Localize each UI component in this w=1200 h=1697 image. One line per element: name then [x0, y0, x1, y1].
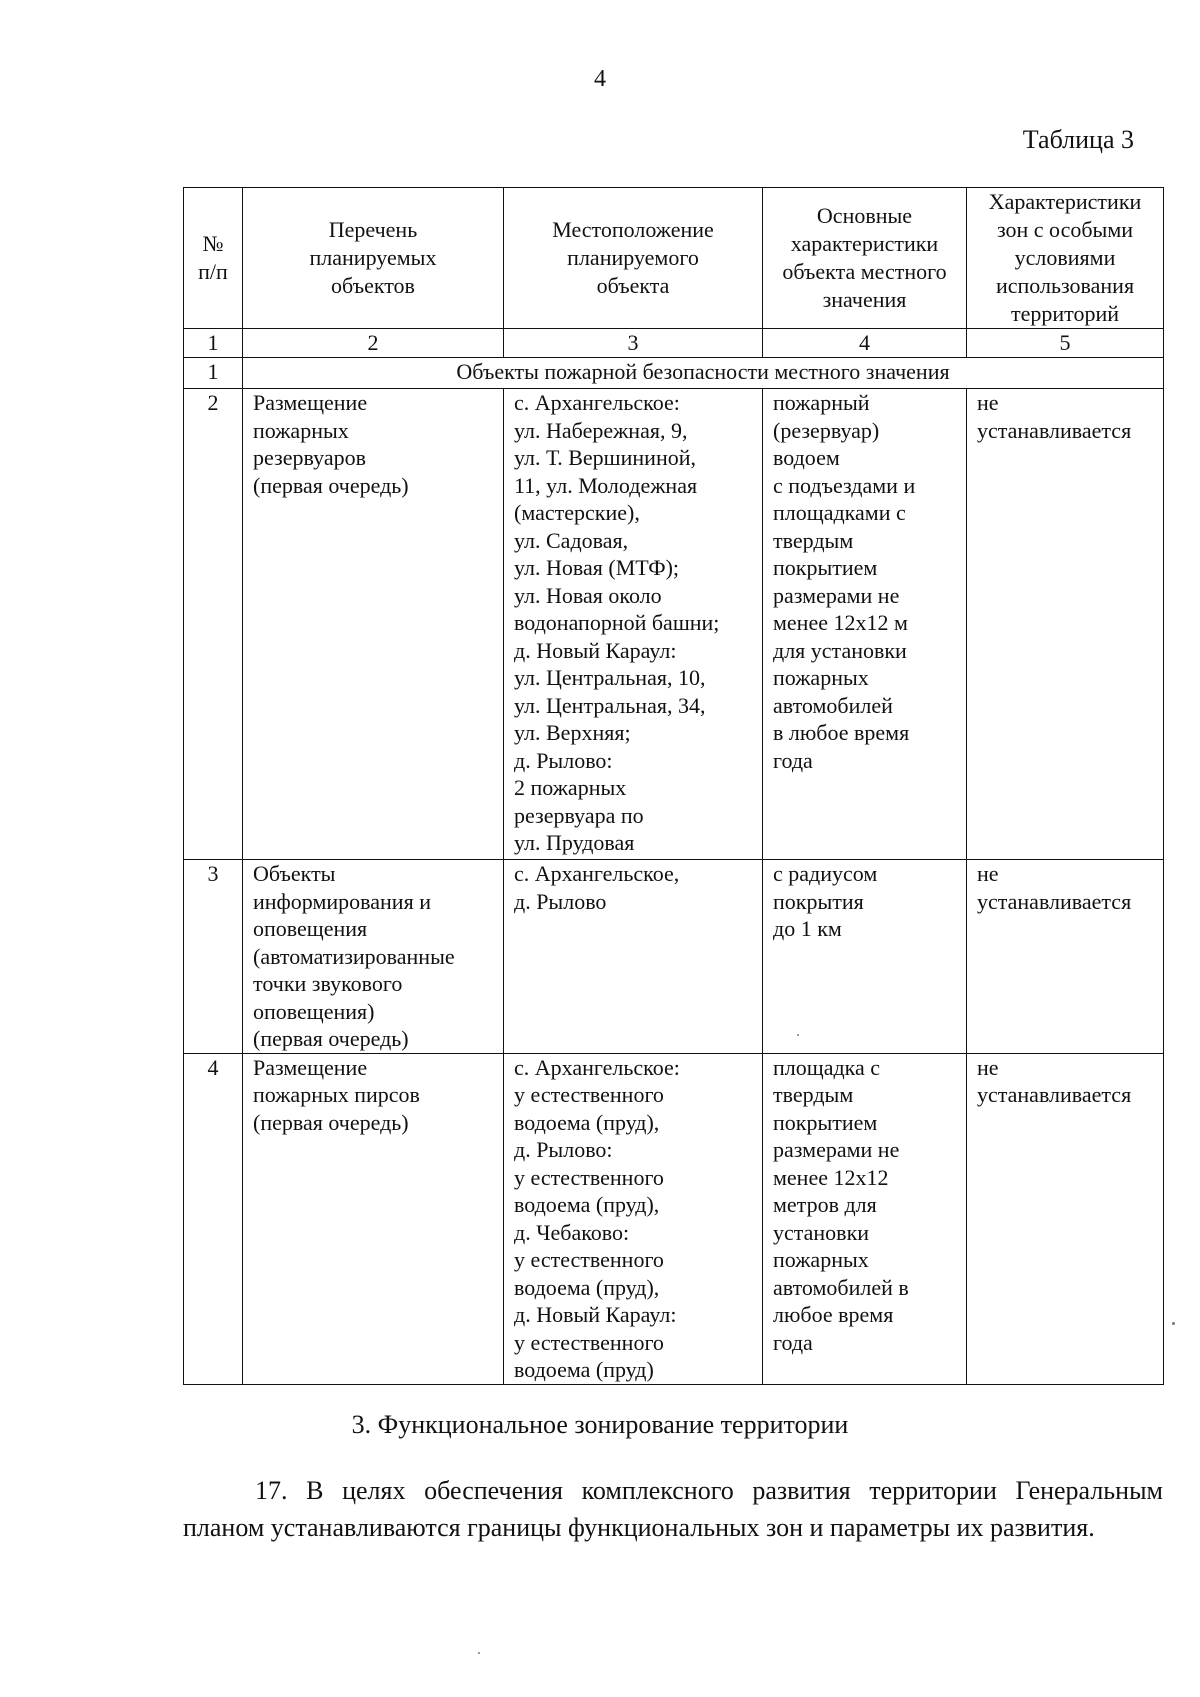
cell-line: площадками с — [773, 500, 906, 525]
cell-line: д. Рылово: — [514, 747, 613, 773]
cell-line: автомобилей в — [773, 1274, 909, 1300]
cell-line: водонапорной башни; — [514, 610, 720, 635]
cell-line: ул. Новая (МТФ); — [514, 555, 680, 580]
cell-location — [504, 860, 763, 1054]
table-caption: Таблица 3 — [1022, 125, 1134, 154]
cell-line: (первая очередь) — [253, 1109, 409, 1135]
cell-characteristics — [763, 860, 967, 1054]
cell-line: с. Архангельское: — [514, 1054, 680, 1080]
cell-location — [504, 1053, 763, 1384]
cell-line: д. Новый Караул: — [514, 1302, 677, 1327]
cell-line: резервуаров — [253, 445, 366, 470]
cell-line: ул. Прудовая — [514, 830, 635, 855]
cell-line: д. Новый Караул: — [514, 637, 677, 663]
column-number: 5 — [967, 329, 1164, 358]
cell-line: (автоматизированные — [253, 943, 455, 969]
cell-line: в любое время — [773, 720, 910, 745]
cell-line: с подъездами и — [773, 472, 916, 498]
section-row — [184, 358, 1164, 389]
cell-line: Размещение — [253, 390, 368, 415]
section-heading: 3. Функциональное зонирование территории — [351, 1410, 849, 1439]
cell-line: площадка с — [773, 1054, 881, 1080]
cell-line: пожарных — [773, 665, 869, 690]
section-title: Объекты пожарной безопасности местного значения — [243, 358, 1164, 389]
cell-line: 2 пожарных — [514, 775, 627, 800]
cell-line: (первая очередь) — [253, 472, 409, 498]
cell-line: водоема (пруд), — [514, 1109, 660, 1135]
cell-line: пожарный — [773, 390, 870, 415]
header-cell-number — [184, 188, 243, 329]
page-number: 4 — [594, 66, 606, 92]
cell-line: автомобилей — [773, 692, 893, 718]
column-number-row — [184, 329, 1164, 358]
cell-line: планируемого — [567, 245, 699, 270]
column-number: 2 — [243, 329, 504, 358]
column-number: 4 — [763, 329, 967, 358]
table-row — [184, 1053, 1164, 1384]
cell-line: устанавливается — [977, 417, 1132, 443]
cell-line: (мастерские), — [514, 500, 640, 525]
cell-line: д. Чебаково: — [514, 1219, 630, 1245]
cell-zones — [967, 389, 1164, 860]
cell-line: значения — [822, 287, 907, 312]
cell-line: твердым — [773, 1082, 854, 1107]
cell-line: д. Рылово — [514, 888, 607, 914]
cell-line: менее 12х12 — [773, 1164, 889, 1190]
cell-line: покрытия — [773, 888, 864, 914]
cell-line: размерами не — [773, 1137, 900, 1162]
cell-line: водоема (пруд), — [514, 1274, 660, 1300]
body-paragraph: 17. В целях обеспечения комплексного развития территории Генеральным планом устанавливаются границы функциональных зон и параметры их развития. — [183, 1476, 1163, 1542]
cell-line: Основные — [816, 203, 913, 228]
cell-line: покрытием — [773, 555, 878, 580]
cell-line: метров для — [773, 1192, 877, 1217]
cell-line: объектов — [331, 273, 415, 298]
column-number: 1 — [184, 329, 243, 358]
cell-line: д. Рылово: — [514, 1137, 613, 1162]
cell-line: водоема (пруд), — [514, 1192, 660, 1217]
cell-line: у естественного — [514, 1329, 664, 1355]
cell-line: не — [977, 1054, 999, 1080]
table-row — [184, 389, 1164, 860]
cell-zones — [967, 1053, 1164, 1384]
cell-line: с. Архангельское, — [514, 861, 680, 886]
cell-line: оповещения — [253, 916, 368, 941]
column-number: 3 — [504, 329, 763, 358]
cell-line: водоема (пруд) — [514, 1357, 654, 1382]
cell-line: ул. Верхняя; — [514, 720, 631, 745]
cell-line: Местоположение — [552, 217, 714, 242]
row-number: 4 — [184, 1053, 243, 1384]
cell-line: № — [202, 231, 224, 256]
cell-line: объекта местного — [782, 259, 947, 284]
row-number: 3 — [184, 860, 243, 1054]
header-cell-characteristics — [763, 188, 967, 329]
cell-line: пожарных — [773, 1247, 869, 1272]
cell-objects — [243, 389, 504, 860]
table-row — [184, 860, 1164, 1054]
cell-line: 11, ул. Молодежная — [514, 472, 698, 498]
cell-objects — [243, 1053, 504, 1384]
cell-line: не — [977, 390, 999, 415]
cell-line: у естественного — [514, 1082, 664, 1107]
scan-speck — [1172, 1322, 1175, 1325]
cell-line: менее 12х12 м — [773, 610, 908, 635]
cell-line: устанавливается — [977, 888, 1132, 914]
cell-line: устанавливается — [977, 1082, 1132, 1107]
cell-characteristics — [763, 389, 967, 860]
cell-line: точки звукового — [253, 971, 403, 996]
cell-line: информирования и — [253, 888, 431, 914]
cell-line: года — [773, 747, 813, 773]
cell-line: ул. Новая около — [514, 582, 662, 608]
cell-line: установки — [773, 1219, 870, 1245]
cell-line: ул. Т. Вершининой, — [514, 445, 696, 470]
cell-line: (первая очередь) — [253, 1026, 409, 1051]
header-cell-location — [504, 188, 763, 329]
cell-line: условиями — [1014, 245, 1116, 270]
header-cell-zones — [967, 188, 1164, 329]
row-number: 2 — [184, 389, 243, 860]
cell-line: ул. Садовая, — [514, 527, 629, 553]
cell-line: любое время — [773, 1302, 894, 1327]
cell-line: оповещения) — [253, 998, 375, 1024]
cell-line: резервуара по — [514, 802, 644, 828]
cell-line: Перечень — [328, 217, 418, 242]
cell-line: с. Архангельское: — [514, 390, 680, 415]
cell-line: планируемых — [309, 245, 437, 270]
cell-line: года — [773, 1329, 813, 1355]
cell-line: для установки — [773, 637, 907, 663]
cell-objects — [243, 860, 504, 1054]
cell-line: твердым — [773, 527, 854, 553]
cell-line: ул. Набережная, 9, — [514, 417, 688, 443]
cell-line: ул. Центральная, 34, — [514, 692, 706, 718]
scan-speck — [478, 1652, 480, 1654]
table-header-row — [184, 188, 1164, 329]
cell-characteristics — [763, 1053, 967, 1384]
cell-line: территорий — [1010, 301, 1120, 326]
cell-line: объекта — [596, 273, 670, 298]
cell-line: с радиусом — [773, 861, 878, 886]
cell-zones — [967, 860, 1164, 1054]
cell-line: п/п — [198, 259, 228, 284]
cell-line: у естественного — [514, 1247, 664, 1272]
cell-line: размерами не — [773, 582, 900, 608]
cell-line: пожарных пирсов — [253, 1082, 420, 1107]
cell-line: ул. Центральная, 10, — [514, 665, 706, 690]
cell-location — [504, 389, 763, 860]
cell-line: покрытием — [773, 1109, 878, 1135]
cell-line: Объекты — [253, 861, 336, 886]
scan-speck — [797, 1034, 799, 1036]
cell-line: Характеристики — [988, 189, 1142, 214]
header-cell-objects — [243, 188, 504, 329]
cell-line: до 1 км — [773, 916, 842, 941]
section-number: 1 — [184, 358, 243, 389]
objects-table — [183, 187, 1164, 1385]
cell-line: водоем — [773, 445, 840, 470]
cell-line: использования — [995, 273, 1135, 298]
cell-line: (резервуар) — [773, 417, 880, 443]
cell-line: у естественного — [514, 1164, 664, 1190]
cell-line: не — [977, 861, 999, 886]
cell-line: характеристики — [790, 231, 939, 256]
cell-line: Размещение — [253, 1054, 368, 1080]
cell-line: пожарных — [253, 417, 349, 443]
cell-line: зон с особыми — [996, 217, 1134, 242]
